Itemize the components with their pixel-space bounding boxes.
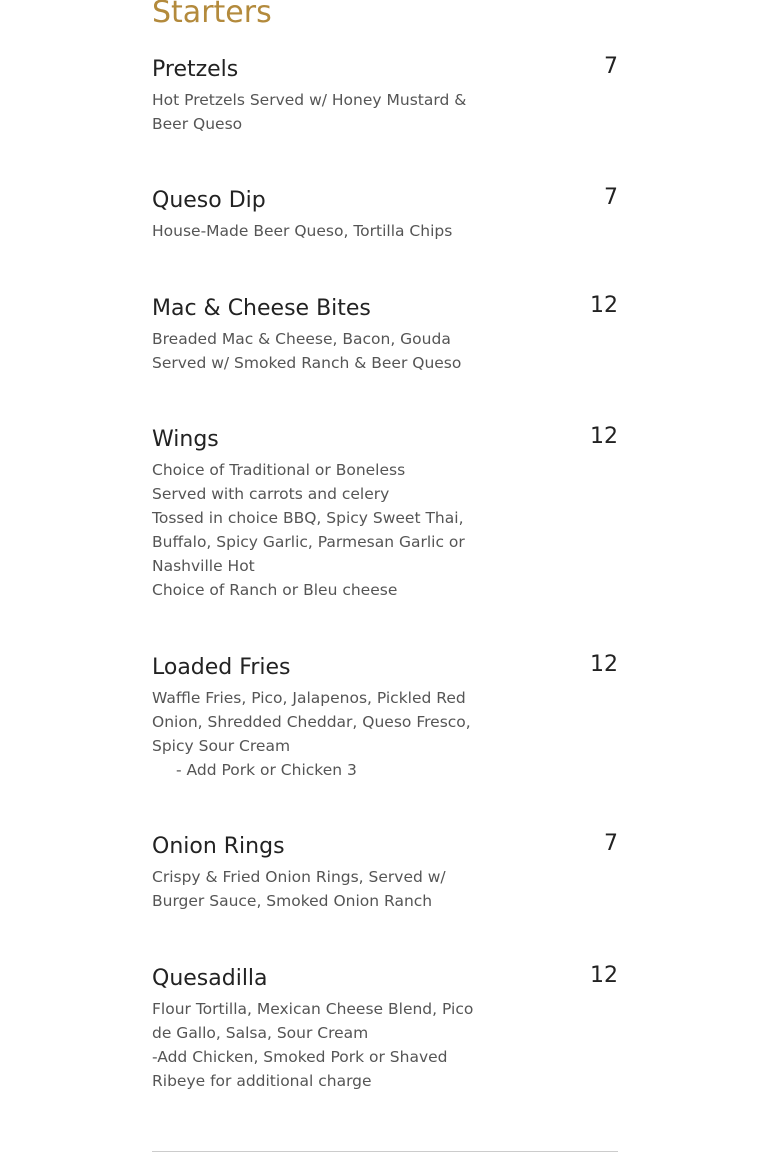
description-line: -Add Chicken, Smoked Pork or Shaved xyxy=(152,1048,448,1066)
description-line: Waffle Fries, Pico, Jalapenos, Pickled Red xyxy=(152,689,466,707)
item-price: 12 xyxy=(590,963,618,988)
item-name: Pretzels xyxy=(152,57,239,82)
item-name: Queso Dip xyxy=(152,188,266,213)
description-line: Tossed in choice BBQ, Spicy Sweet Thai, xyxy=(152,509,464,527)
item-description xyxy=(152,686,482,782)
item-price: 7 xyxy=(604,831,618,856)
description-line: Served with carrots and celery xyxy=(152,485,390,503)
description-line: Beer Queso xyxy=(152,115,243,133)
item-price: 12 xyxy=(590,652,618,677)
description-line: Breaded Mac & Cheese, Bacon, Gouda xyxy=(152,330,451,348)
description-line: Choice of Ranch or Bleu cheese xyxy=(152,581,398,599)
description-line: Flour Tortilla, Mexican Cheese Blend, Pico xyxy=(152,1000,474,1018)
description-line: Served w/ Smoked Ranch & Beer Queso xyxy=(152,354,462,372)
item-price: 7 xyxy=(604,185,618,210)
item-description xyxy=(152,219,482,243)
item-price: 12 xyxy=(590,293,618,318)
item-name: Wings xyxy=(152,427,219,452)
description-line: House-Made Beer Queso, Tortilla Chips xyxy=(152,222,453,240)
item-name: Mac & Cheese Bites xyxy=(152,296,371,321)
description-line-addon: - Add Pork or Chicken 3 xyxy=(176,761,357,779)
section-title: Starters xyxy=(152,0,272,30)
item-description xyxy=(152,88,482,136)
item-description xyxy=(152,327,482,375)
item-name: Onion Rings xyxy=(152,834,285,859)
description-line: Choice of Traditional or Boneless xyxy=(152,461,406,479)
item-name: Loaded Fries xyxy=(152,655,291,680)
item-price: 7 xyxy=(604,54,618,79)
description-line: Crispy & Fried Onion Rings, Served w/ xyxy=(152,868,446,886)
description-line: Burger Sauce, Smoked Onion Ranch xyxy=(152,892,433,910)
description-line: Spicy Sour Cream xyxy=(152,737,291,755)
section-divider xyxy=(152,1151,618,1152)
item-description xyxy=(152,997,482,1093)
item-description xyxy=(152,865,482,913)
description-line: Nashville Hot xyxy=(152,557,255,575)
description-line: Buffalo, Spicy Garlic, Parmesan Garlic or xyxy=(152,533,465,551)
description-line: Hot Pretzels Served w/ Honey Mustard & xyxy=(152,91,467,109)
description-line: Ribeye for additional charge xyxy=(152,1072,372,1090)
item-description xyxy=(152,458,482,602)
description-line: de Gallo, Salsa, Sour Cream xyxy=(152,1024,369,1042)
item-name: Quesadilla xyxy=(152,966,268,991)
description-line: Onion, Shredded Cheddar, Queso Fresco, xyxy=(152,713,471,731)
item-price: 12 xyxy=(590,424,618,449)
